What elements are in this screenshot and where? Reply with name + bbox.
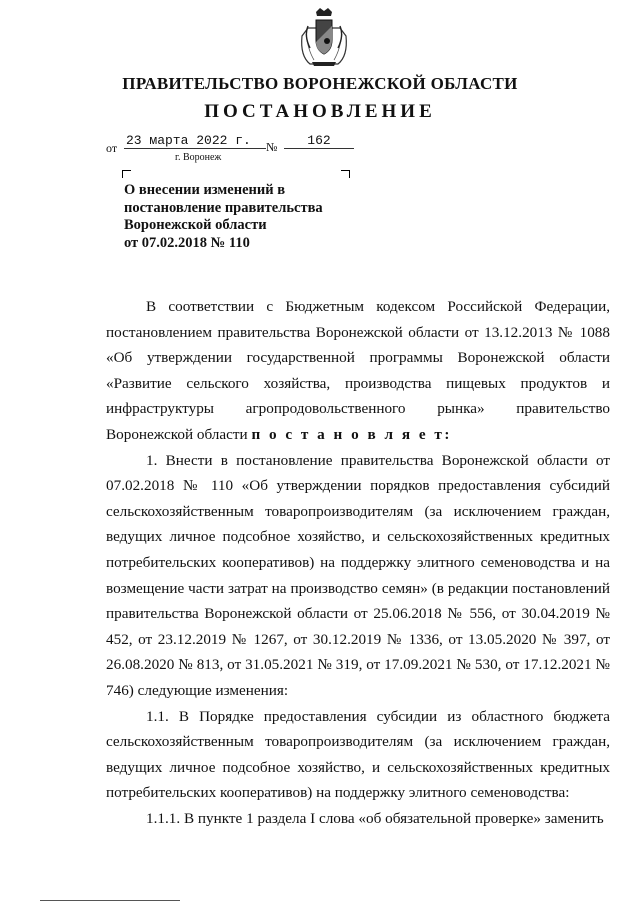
number-sign: № [266,140,278,154]
coat-of-arms-icon [296,6,352,68]
document-body [106,294,610,831]
document-number: 162 [284,133,354,149]
subject-line: постановление правительства [124,199,323,216]
government-title: ПРАВИТЕЛЬСТВО ВОРОНЕЖСКОЙ ОБЛАСТИ [122,74,518,93]
preamble-text: В соответствии с Бюджетным кодексом Российской Федерации, постановлением правительства Воронежской области от 13.12.2013 № 1088 «Об утверждении государственной программы Воронежской области «Развитие сельского хозяйства, производства пищевых продуктов и инфраструктуры агропродовольственного рынка» правительство Воронежской области [106,298,610,443]
document-date: 23 марта 2022 г. [124,133,266,149]
subject-bracket-left [122,170,131,178]
document-type-title: ПОСТАНОВЛЕНИЕ [204,101,436,122]
date-prefix: от [106,141,118,155]
paragraph-1-1-1: 1.1.1. В пункте 1 раздела I слова «об обязательной проверке» заменить [146,809,604,827]
subject-bracket-right [341,170,350,178]
document-subject [124,182,354,252]
subject-line: Воронежской области [124,217,267,233]
subject-line: О внесении изменений в [124,182,286,198]
subject-line: от 07.02.2018 № 110 [124,234,250,251]
paragraph-1: 1. Внести в постановление правительства Воронежской области от 07.02.2018 № 110 «Об утверждении порядков предоставления субсидий сельскохозяйственным товаропроизводителям (за исключением граждан, ведущих личное подсобное хозяйство, и сельскохозяйственных кредитных потребительских кооперативов) на поддержку элитного семеноводства и на возмещение части затрат на производство семян» (в редакции постановлений правительства Воронежской области от 25.06.2018 № 556, от 30.04.2019 № 452, от 23.12.2019 № 1267, от 30.12.2019 № 1336, от 13.05.2020 № 397, от 26.08.2020 № 813, от 31.05.2021 № 319, от 17.09.2021 № 530, от 17.12.2021 № 746) следующие изменения: [106,451,610,699]
preamble-paragraph [106,294,610,448]
resolves-keyword: п о с т а н о в л я е т: [251,425,452,443]
footer-rule [40,900,180,901]
city-label: г. Воронеж [175,152,222,163]
paragraph-1-1: 1.1. В Порядке предоставления субсидии из областного бюджета сельскохозяйственным товаропроизводителям (за исключением граждан, ведущих личное подсобное хозяйство, и сельскохозяйственных кредитных потребительских кооперативов) на поддержку элитного семеноводства: [106,707,610,802]
